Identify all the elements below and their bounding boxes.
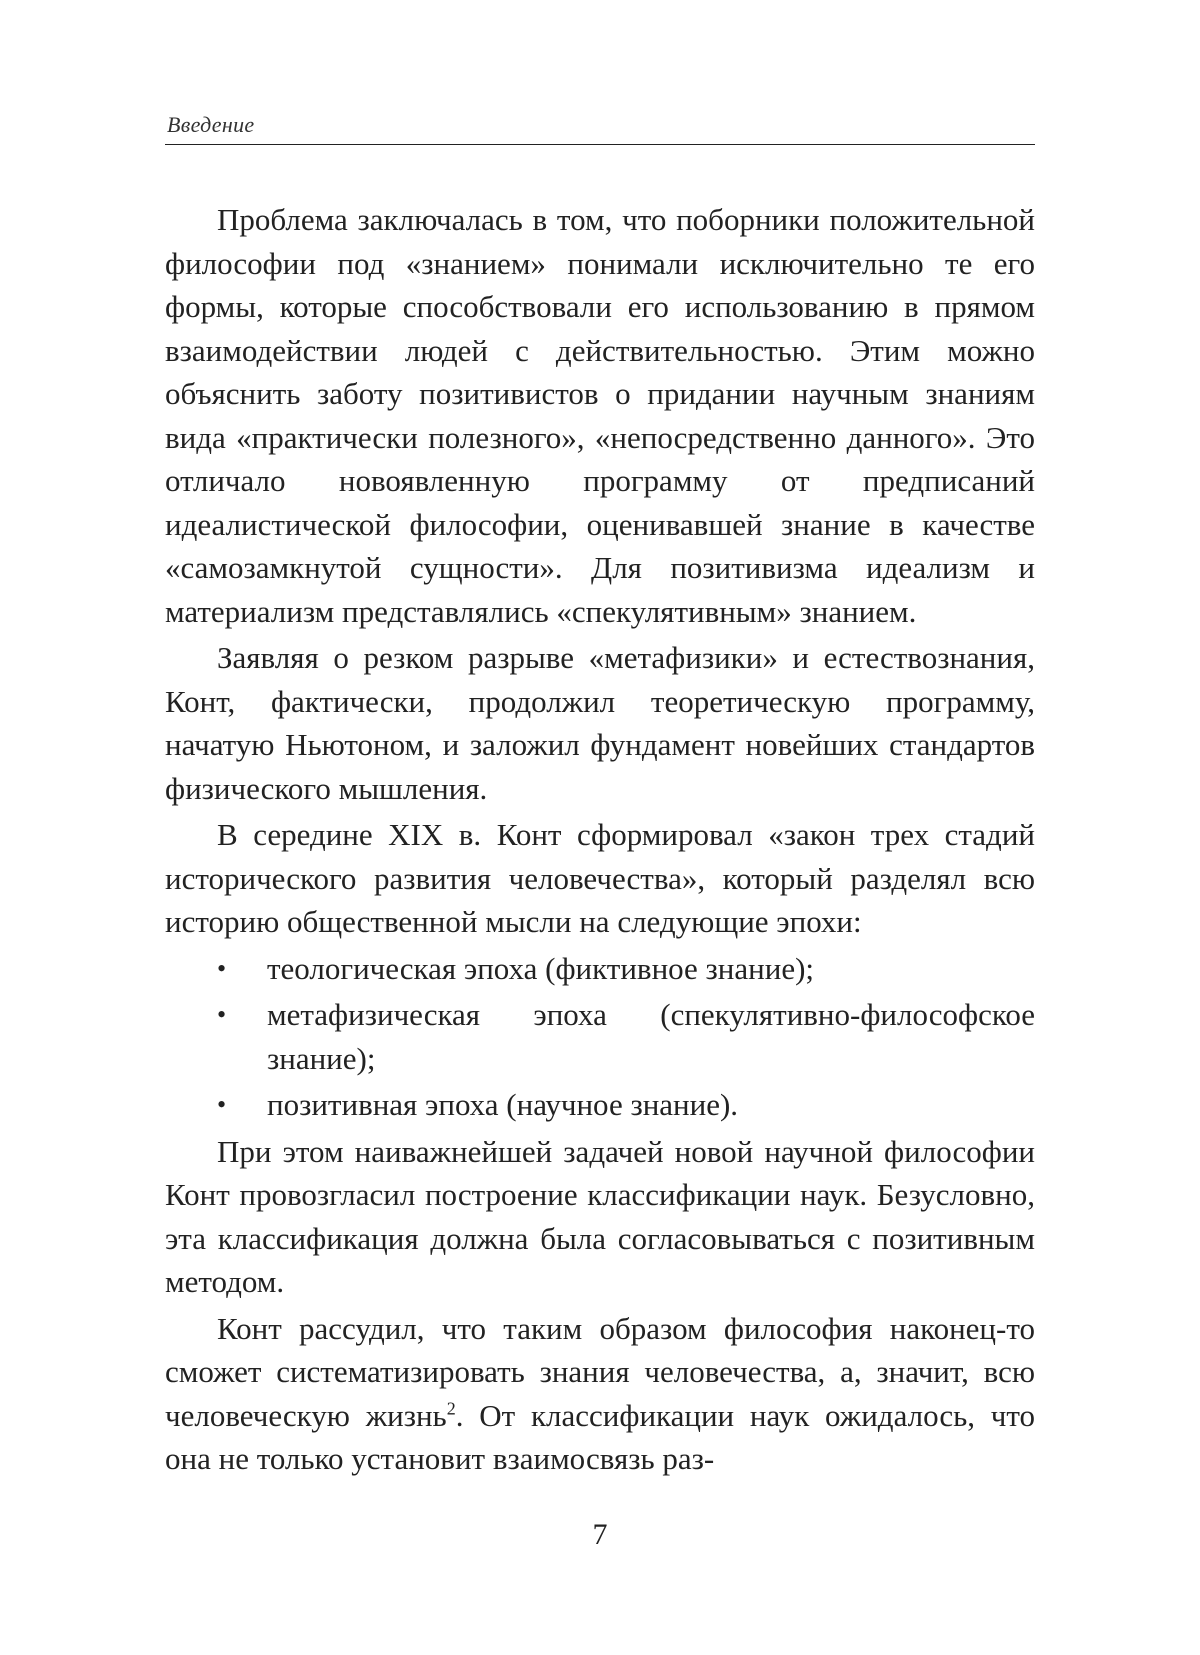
footnote-mark[interactable]: 2: [446, 1398, 456, 1419]
paragraph-text: . От классификации наук ожидалось, что она не только установит взаимосвязь раз-: [165, 1397, 1035, 1476]
page-header: [165, 112, 1035, 145]
bullet-text: метафизическая эпоха (спекулятивно-философское знание);: [267, 997, 1035, 1076]
bullet-text: теологическая эпоха (фиктивное знание);: [267, 950, 815, 986]
paragraph-text: Конт рассудил, что таким образом философия наконец-то сможет систематизировать знания человечества, а, значит, всю человеческую жизнь: [165, 1310, 1035, 1433]
body-text: [165, 198, 1035, 1481]
bullet-dot-icon: •: [217, 953, 227, 983]
bullet-item: [165, 947, 1035, 991]
paragraph: В середине XIX в. Конт сформировал «закон трех стадий исторического развития человечества», который разделял всю историю общественной мысли на следующие эпохи:: [165, 817, 1035, 939]
bullet-dot-icon: •: [217, 1000, 227, 1029]
running-head: Введение: [167, 112, 255, 137]
page-number: 7: [592, 1518, 608, 1551]
bullet-list: [165, 947, 1035, 1127]
bullet-dot-icon: •: [217, 1090, 227, 1119]
bullet-text: позитивная эпоха (научное знание).: [267, 1087, 739, 1122]
paragraph: [165, 1307, 1035, 1481]
paragraph: При этом наиважнейшей задачей новой научной философии Конт провозгласил построение классификации наук. Безусловно, эта классификация должна была согласовываться с позитивным методом.: [165, 1133, 1035, 1299]
bullet-item: [165, 1083, 1035, 1127]
paragraph: Заявляя о резком разрыве «метафизики» и естествознания, Конт, фактически, продолжил теоретическую программу, начатую Ньютоном, и заложил фундамент новейших стандартов физического мышления.: [165, 640, 1035, 806]
paragraph: Проблема заключалась в том, что поборники положительной философии под «знанием» понимали исключительно те его формы, которые способствовали его использованию в прямом взаимодействии людей с действительностью. Этим можно объяснить заботу позитивистов о придании научным знаниям вида «практически полезного», «непосредственно данного». Это отличало новоявленную программу от предписаний идеалистической философии, оценивавшей знание в качестве «самозамкнутой сущности». Для позитивизма идеализм и материализм представлялись «спекулятивным» знанием.: [165, 202, 1035, 629]
bullet-item: [165, 993, 1035, 1080]
header-rule: [165, 144, 1035, 145]
